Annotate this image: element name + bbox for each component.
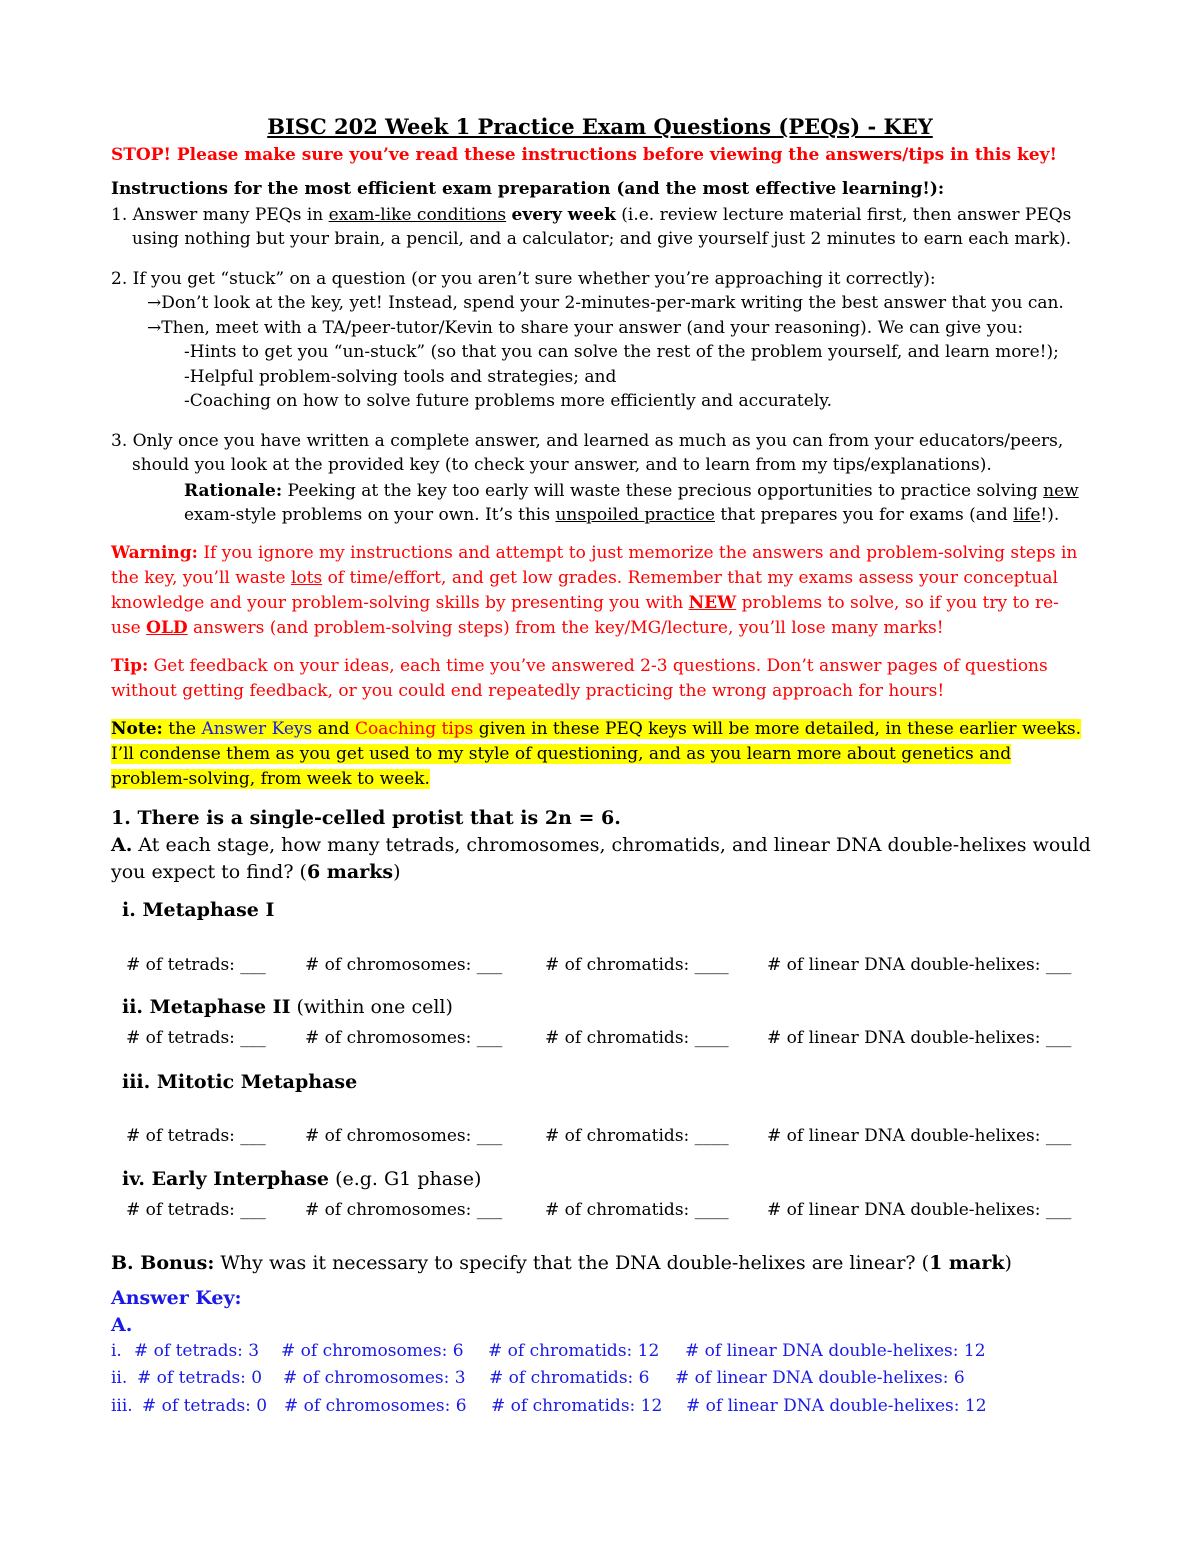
tip-line2: without getting feedback, or you could end repeatedly practicing the wrong approach for hours! bbox=[111, 681, 945, 701]
instruction-1-line2: using nothing but your brain, a pencil, and a calculator; and give yourself just 2 minutes to earn each mark). bbox=[132, 229, 1072, 249]
blank-tetrads[interactable]: # of tetrads: ___ bbox=[126, 1126, 266, 1146]
answer-chromosomes: # of chromosomes: 6 bbox=[284, 1396, 467, 1416]
blank-chromosomes[interactable]: # of chromosomes: ___ bbox=[305, 1200, 503, 1220]
instruction-1-line1: 1. Answer many PEQs in exam-like conditions every week (i.e. review lecture material first, then answer PEQs bbox=[111, 205, 1072, 225]
stage-mitotic-metaphase-label: iii. Mitotic Metaphase bbox=[122, 1071, 358, 1093]
answer-key-heading: Answer Key: bbox=[111, 1287, 242, 1309]
blank-chromosomes[interactable]: # of chromosomes: ___ bbox=[305, 955, 503, 975]
answer-key-a-label: A. bbox=[111, 1314, 133, 1336]
answer-chromosomes: # of chromosomes: 6 bbox=[281, 1341, 464, 1361]
question-1a-line1: A. At each stage, how many tetrads, chromosomes, chromatids, and linear DNA double-helixes would bbox=[111, 834, 1091, 856]
instruction-2-line6: -Coaching on how to solve future problems more efficiently and accurately. bbox=[184, 391, 833, 411]
instruction-2-line3: →Then, meet with a TA/peer-tutor/Kevin to share your answer (and your reasoning). We can give you: bbox=[147, 318, 1024, 338]
instruction-2-line1: 2. If you get “stuck” on a question (or you aren’t sure whether you’re approaching it correctly): bbox=[111, 269, 936, 289]
answer-row-number: iii. bbox=[111, 1396, 133, 1416]
blank-dna[interactable]: # of linear DNA double-helixes: ___ bbox=[767, 955, 1072, 975]
question-1a-line2: you expect to find? (6 marks) bbox=[111, 861, 401, 883]
stage-metaphase-2-label: ii. Metaphase II (within one cell) bbox=[122, 996, 453, 1018]
stage-metaphase-1-label: i. Metaphase I bbox=[122, 899, 275, 921]
stop-warning: STOP! Please make sure you’ve read these instructions before viewing the answers/tips in this key! bbox=[111, 145, 1057, 165]
instruction-3-line1: 3. Only once you have written a complete answer, and learned as much as you can from your educators/peers, bbox=[111, 431, 1064, 451]
warning-line4: use OLD answers (and problem-solving steps) from the key/MG/lecture, you’ll lose many marks! bbox=[111, 618, 944, 638]
answer-chromatids: # of chromatids: 6 bbox=[489, 1368, 650, 1388]
question-1-heading: 1. There is a single-celled protist that is 2n = 6. bbox=[111, 807, 621, 829]
instruction-2-line4: -Hints to get you “un-stuck” (so that you can solve the rest of the problem yourself, and learn more!); bbox=[184, 342, 1059, 362]
answer-dna: # of linear DNA double-helixes: 6 bbox=[675, 1368, 965, 1388]
answer-row-number: i. bbox=[111, 1341, 122, 1361]
answer-chromatids: # of chromatids: 12 bbox=[491, 1396, 663, 1416]
rationale-line1: Rationale: Peeking at the key too early will waste these precious opportunities to practice solving new bbox=[184, 481, 1079, 501]
answer-row-number: ii. bbox=[111, 1368, 128, 1388]
note-line1: Note: the Answer Keys and Coaching tips given in these PEQ keys will be more detailed, in these earlier weeks. bbox=[111, 719, 1082, 739]
blank-dna[interactable]: # of linear DNA double-helixes: ___ bbox=[767, 1200, 1072, 1220]
warning-line1: Warning: If you ignore my instructions and attempt to just memorize the answers and problem-solving steps in bbox=[111, 543, 1078, 563]
question-1b: B. Bonus: Why was it necessary to specify that the DNA double-helixes are linear? (1 mark) bbox=[111, 1252, 1012, 1274]
document-title: BISC 202 Week 1 Practice Exam Questions (PEQs) - KEY bbox=[267, 114, 933, 139]
answer-chromatids: # of chromatids: 12 bbox=[488, 1341, 660, 1361]
answer-tetrads: # of tetrads: 0 bbox=[137, 1368, 263, 1388]
note-line2: I’ll condense them as you get used to my style of questioning, and as you learn more about genetics and bbox=[111, 744, 1012, 764]
blank-chromatids[interactable]: # of chromatids: ____ bbox=[545, 1126, 729, 1146]
answer-tetrads: # of tetrads: 3 bbox=[134, 1341, 260, 1361]
note-line3: problem-solving, from week to week. bbox=[111, 769, 430, 789]
answer-tetrads: # of tetrads: 0 bbox=[142, 1396, 268, 1416]
instruction-3-line2: should you look at the provided key (to check your answer, and to learn from my tips/explanations). bbox=[132, 455, 992, 475]
answer-chromosomes: # of chromosomes: 3 bbox=[283, 1368, 466, 1388]
blank-tetrads[interactable]: # of tetrads: ___ bbox=[126, 1028, 266, 1048]
blank-chromatids[interactable]: # of chromatids: ____ bbox=[545, 955, 729, 975]
blank-dna[interactable]: # of linear DNA double-helixes: ___ bbox=[767, 1126, 1072, 1146]
instructions-heading: Instructions for the most efficient exam preparation (and the most effective learning!): bbox=[111, 179, 945, 199]
stage-early-interphase-label: iv. Early Interphase (e.g. G1 phase) bbox=[122, 1168, 482, 1190]
blank-tetrads[interactable]: # of tetrads: ___ bbox=[126, 955, 266, 975]
warning-line3: knowledge and your problem-solving skills by presenting you with NEW problems to solve, so if you try to re- bbox=[111, 593, 1059, 613]
blank-chromatids[interactable]: # of chromatids: ____ bbox=[545, 1028, 729, 1048]
instruction-2-line5: -Helpful problem-solving tools and strategies; and bbox=[184, 367, 617, 387]
blank-chromatids[interactable]: # of chromatids: ____ bbox=[545, 1200, 729, 1220]
blank-tetrads[interactable]: # of tetrads: ___ bbox=[126, 1200, 266, 1220]
answer-dna: # of linear DNA double-helixes: 12 bbox=[685, 1341, 986, 1361]
blank-chromosomes[interactable]: # of chromosomes: ___ bbox=[305, 1126, 503, 1146]
warning-line2: the key, you’ll waste lots of time/effort, and get low grades. Remember that my exams assess your conceptual bbox=[111, 568, 1058, 588]
instruction-2-line2: →Don’t look at the key, yet! Instead, spend your 2-minutes-per-mark writing the best answer that you can. bbox=[147, 293, 1064, 313]
blank-dna[interactable]: # of linear DNA double-helixes: ___ bbox=[767, 1028, 1072, 1048]
answer-dna: # of linear DNA double-helixes: 12 bbox=[686, 1396, 987, 1416]
tip-line1: Tip: Get feedback on your ideas, each time you’ve answered 2-3 questions. Don’t answer pages of questions bbox=[111, 656, 1048, 676]
blank-chromosomes[interactable]: # of chromosomes: ___ bbox=[305, 1028, 503, 1048]
rationale-line2: exam-style problems on your own. It’s this unspoiled practice that prepares you for exams (and life!). bbox=[184, 505, 1060, 525]
